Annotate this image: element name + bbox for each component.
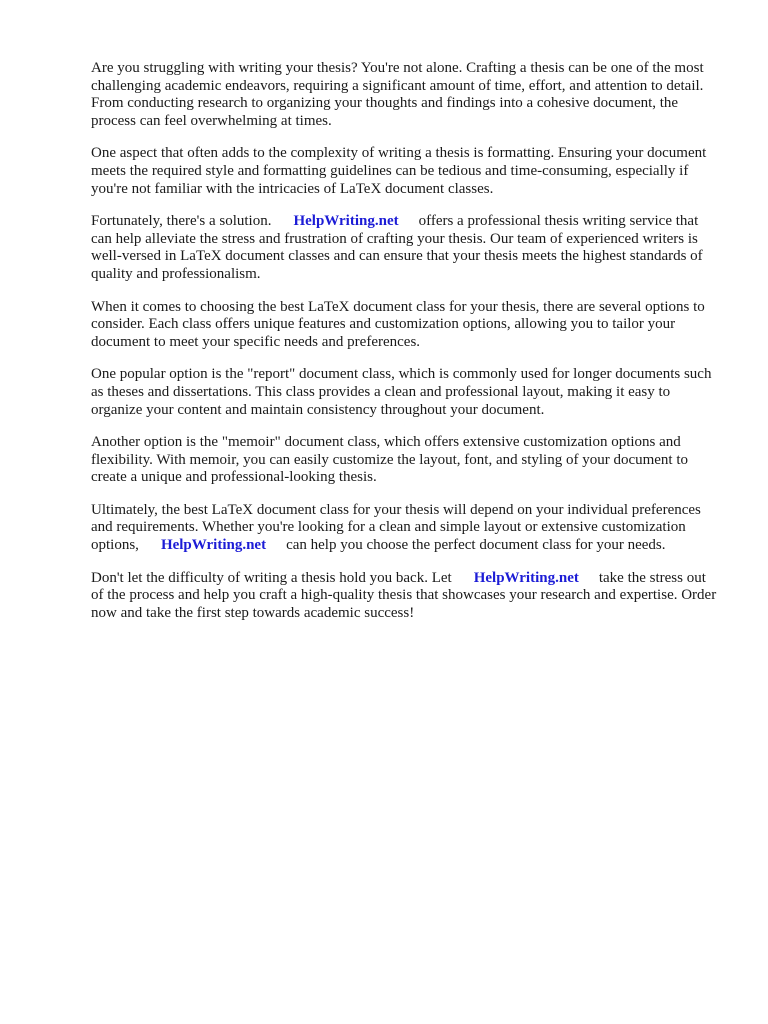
paragraph-closing-text-after: take the stress out of the process and help you craft a high-quality thesis that showcases your research and expertise. Order now and take the first step towards academic success! — [91, 569, 717, 621]
paragraph-choosing-text: When it comes to choosing the best LaTeX document class for your thesis, there are several options to consider. Each class offers unique features and customization options, allowing you to tailor your document to meet your specific needs and preferences. — [91, 298, 705, 350]
paragraph-solution-text-before: Fortunately, there's a solution. — [91, 213, 272, 230]
paragraph-intro — [91, 60, 721, 130]
paragraph-formatting — [91, 145, 721, 198]
document-body — [91, 60, 721, 637]
helpwriting-link-2[interactable]: HelpWriting.net — [160, 537, 267, 554]
paragraph-closing — [91, 570, 721, 623]
paragraph-solution — [91, 213, 721, 283]
paragraph-ultimately — [91, 502, 721, 555]
paragraph-closing-text-before: Don't let the difficulty of writing a thesis hold you back. Let — [91, 569, 452, 586]
paragraph-report-class — [91, 366, 721, 419]
paragraph-solution-text-after: offers a professional thesis writing service that can help alleviate the stress and frustration of crafting your thesis. Our team of experienced writers is well-versed in LaTeX document classes and can ensure that your thesis meets the highest standards of quality and professionalism. — [91, 213, 703, 282]
paragraph-formatting-text: One aspect that often adds to the complexity of writing a thesis is formatting. Ensuring your document meets the required style and formatting guidelines can be tedious and time-consuming, especially if you're not familiar with the intricacies of LaTeX document classes. — [91, 145, 707, 197]
paragraph-memoir-class — [91, 434, 721, 487]
paragraph-intro-text: Are you struggling with writing your thesis? You're not alone. Crafting a thesis can be one of the most challenging academic endeavors, requiring a significant amount of time, effort, and attention to detail. From conducting research to organizing your thoughts and findings into a cohesive document, the process can feel overwhelming at times. — [91, 60, 704, 129]
paragraph-ultimately-text-after: can help you choose the perfect document class for your needs. — [286, 537, 666, 554]
paragraph-ultimately-text-before: Ultimately, the best LaTeX document class for your thesis will depend on your individual preferences and requirements. Whether you're looking for a clean and simple layout or extensive customization options, — [91, 501, 701, 554]
helpwriting-link-1[interactable]: HelpWriting.net — [293, 213, 399, 230]
paragraph-choosing — [91, 299, 721, 352]
paragraph-report-class-text: One popular option is the "report" document class, which is commonly used for longer documents such as theses and dissertations. This class provides a clean and professional layout, making it easy to organize your content and maintain consistency throughout your document. — [91, 366, 712, 418]
paragraph-memoir-class-text: Another option is the "memoir" document class, which offers extensive customization options and flexibility. With memoir, you can easily customize the layout, font, and styling of your document to create a unique and professional-looking thesis. — [91, 434, 689, 486]
helpwriting-link-3[interactable]: HelpWriting.net — [473, 569, 579, 586]
